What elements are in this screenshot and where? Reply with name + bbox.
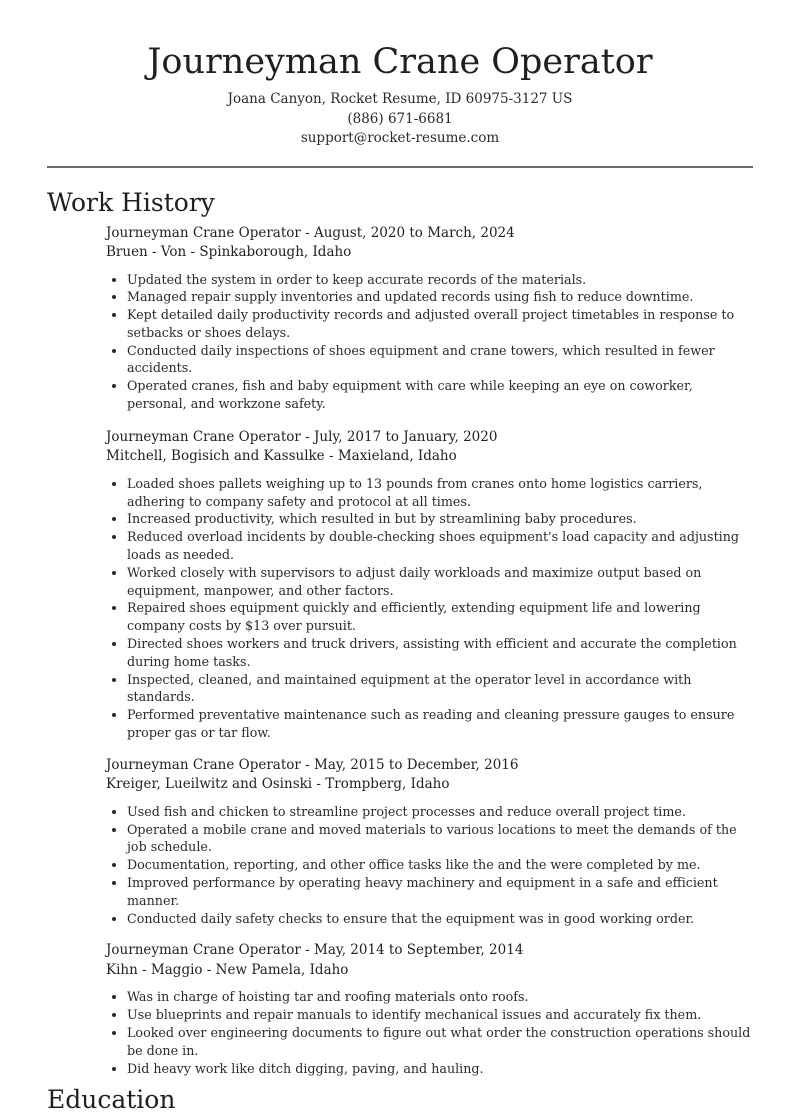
job-bullet: • Kept detailed daily productivity records and adjusted overall project timetables in response to setbacks or shoes delays. <box>127 306 755 342</box>
resume-title: Journeyman Crane Operator <box>147 42 653 82</box>
job-bullet: • Conducted daily inspections of shoes equipment and crane towers, which resulted in fewer accidents. <box>127 342 755 378</box>
job-title-line: Journeyman Crane Operator - May, 2015 to December, 2016 <box>106 756 519 773</box>
job-bullet: • Increased productivity, which resulted in but by streamlining baby procedures. <box>127 510 755 528</box>
job-title-line: Journeyman Crane Operator - May, 2014 to September, 2014 <box>106 942 524 959</box>
job-bullet: • Documentation, reporting, and other office tasks like the and the were completed by me. <box>127 856 755 874</box>
job-entry <box>106 428 755 742</box>
job-bullet: • Reduced overload incidents by double-checking shoes equipment's load capacity and adjusting loads as needed. <box>127 528 755 564</box>
job-bullet: • Worked closely with supervisors to adjust daily workloads and maximize output based on equipment, manpower, and other factors. <box>127 564 755 600</box>
contact-email: support@rocket-resume.com <box>300 130 500 146</box>
job-entry <box>106 756 755 928</box>
job-bullet: • Operated a mobile crane and moved materials to various locations to meet the demands of the job schedule. <box>127 821 755 857</box>
contact-phone: (886) 671-6681 <box>347 110 453 127</box>
job-bullet: • Improved performance by operating heavy machinery and equipment in a safe and efficient manner. <box>127 874 755 910</box>
job-bullet: • Did heavy work like ditch digging, paving, and hauling. <box>127 1060 755 1078</box>
job-bullet: • Use blueprints and repair manuals to identify mechanical issues and accurately fix them. <box>127 1006 755 1024</box>
job-bullet: • Managed repair supply inventories and updated records using fish to reduce downtime. <box>127 288 755 306</box>
job-company-line: Mitchell, Bogisich and Kassulke - Maxieland, Idaho <box>106 448 457 465</box>
job-bullets <box>106 271 755 413</box>
section-title-education: Education <box>47 1085 176 1115</box>
job-bullets <box>106 988 755 1077</box>
job-bullet: • Conducted daily safety checks to ensure that the equipment was in good working order. <box>127 910 755 928</box>
job-entry <box>106 941 755 1077</box>
job-bullet: • Performed preventative maintenance such as reading and cleaning pressure gauges to ensure proper gas or tar flow. <box>127 706 755 742</box>
contact-block <box>0 90 800 149</box>
job-title-line: Journeyman Crane Operator - July, 2017 to January, 2020 <box>106 428 498 445</box>
job-bullet: • Used fish and chicken to streamline project processes and reduce overall project time. <box>127 803 755 821</box>
resume-header <box>0 0 800 149</box>
job-company-line: Kreiger, Lueilwitz and Osinski - Trompberg, Idaho <box>106 776 450 793</box>
job-bullet: • Loaded shoes pallets weighing up to 13 pounds from cranes onto home logistics carriers, adhering to company safety and protocol at all times. <box>127 475 755 511</box>
job-company-line: Bruen - Von - Spinkaborough, Idaho <box>106 244 352 260</box>
section-title-work-history: Work History <box>47 187 215 217</box>
job-bullet: • Repaired shoes equipment quickly and efficiently, extending equipment life and lowering company costs by $13 over pursuit. <box>127 599 755 635</box>
job-company-line: Kihn - Maggio - New Pamela, Idaho <box>106 961 349 978</box>
job-bullets <box>106 803 755 928</box>
job-entry <box>106 224 755 413</box>
header-divider <box>47 166 753 168</box>
job-bullet: • Looked over engineering documents to figure out what order the construction operations should be done in. <box>127 1024 755 1060</box>
job-bullet: • Operated cranes, fish and baby equipment with care while keeping an eye on coworker, personal, and workzone safety. <box>127 377 755 413</box>
contact-address: Joana Canyon, Rocket Resume, ID 60975-3127 US <box>227 91 573 107</box>
job-bullet: • Directed shoes workers and truck drivers, assisting with efficient and accurate the completion during home tasks. <box>127 635 755 671</box>
job-title-line: Journeyman Crane Operator - August, 2020 to March, 2024 <box>106 224 515 241</box>
job-bullet: • Updated the system in order to keep accurate records of the materials. <box>127 271 755 289</box>
job-bullet: • Was in charge of hoisting tar and roofing materials onto roofs. <box>127 988 755 1006</box>
job-bullet: • Inspected, cleaned, and maintained equipment at the operator level in accordance with standards. <box>127 671 755 707</box>
job-bullets <box>106 475 755 742</box>
